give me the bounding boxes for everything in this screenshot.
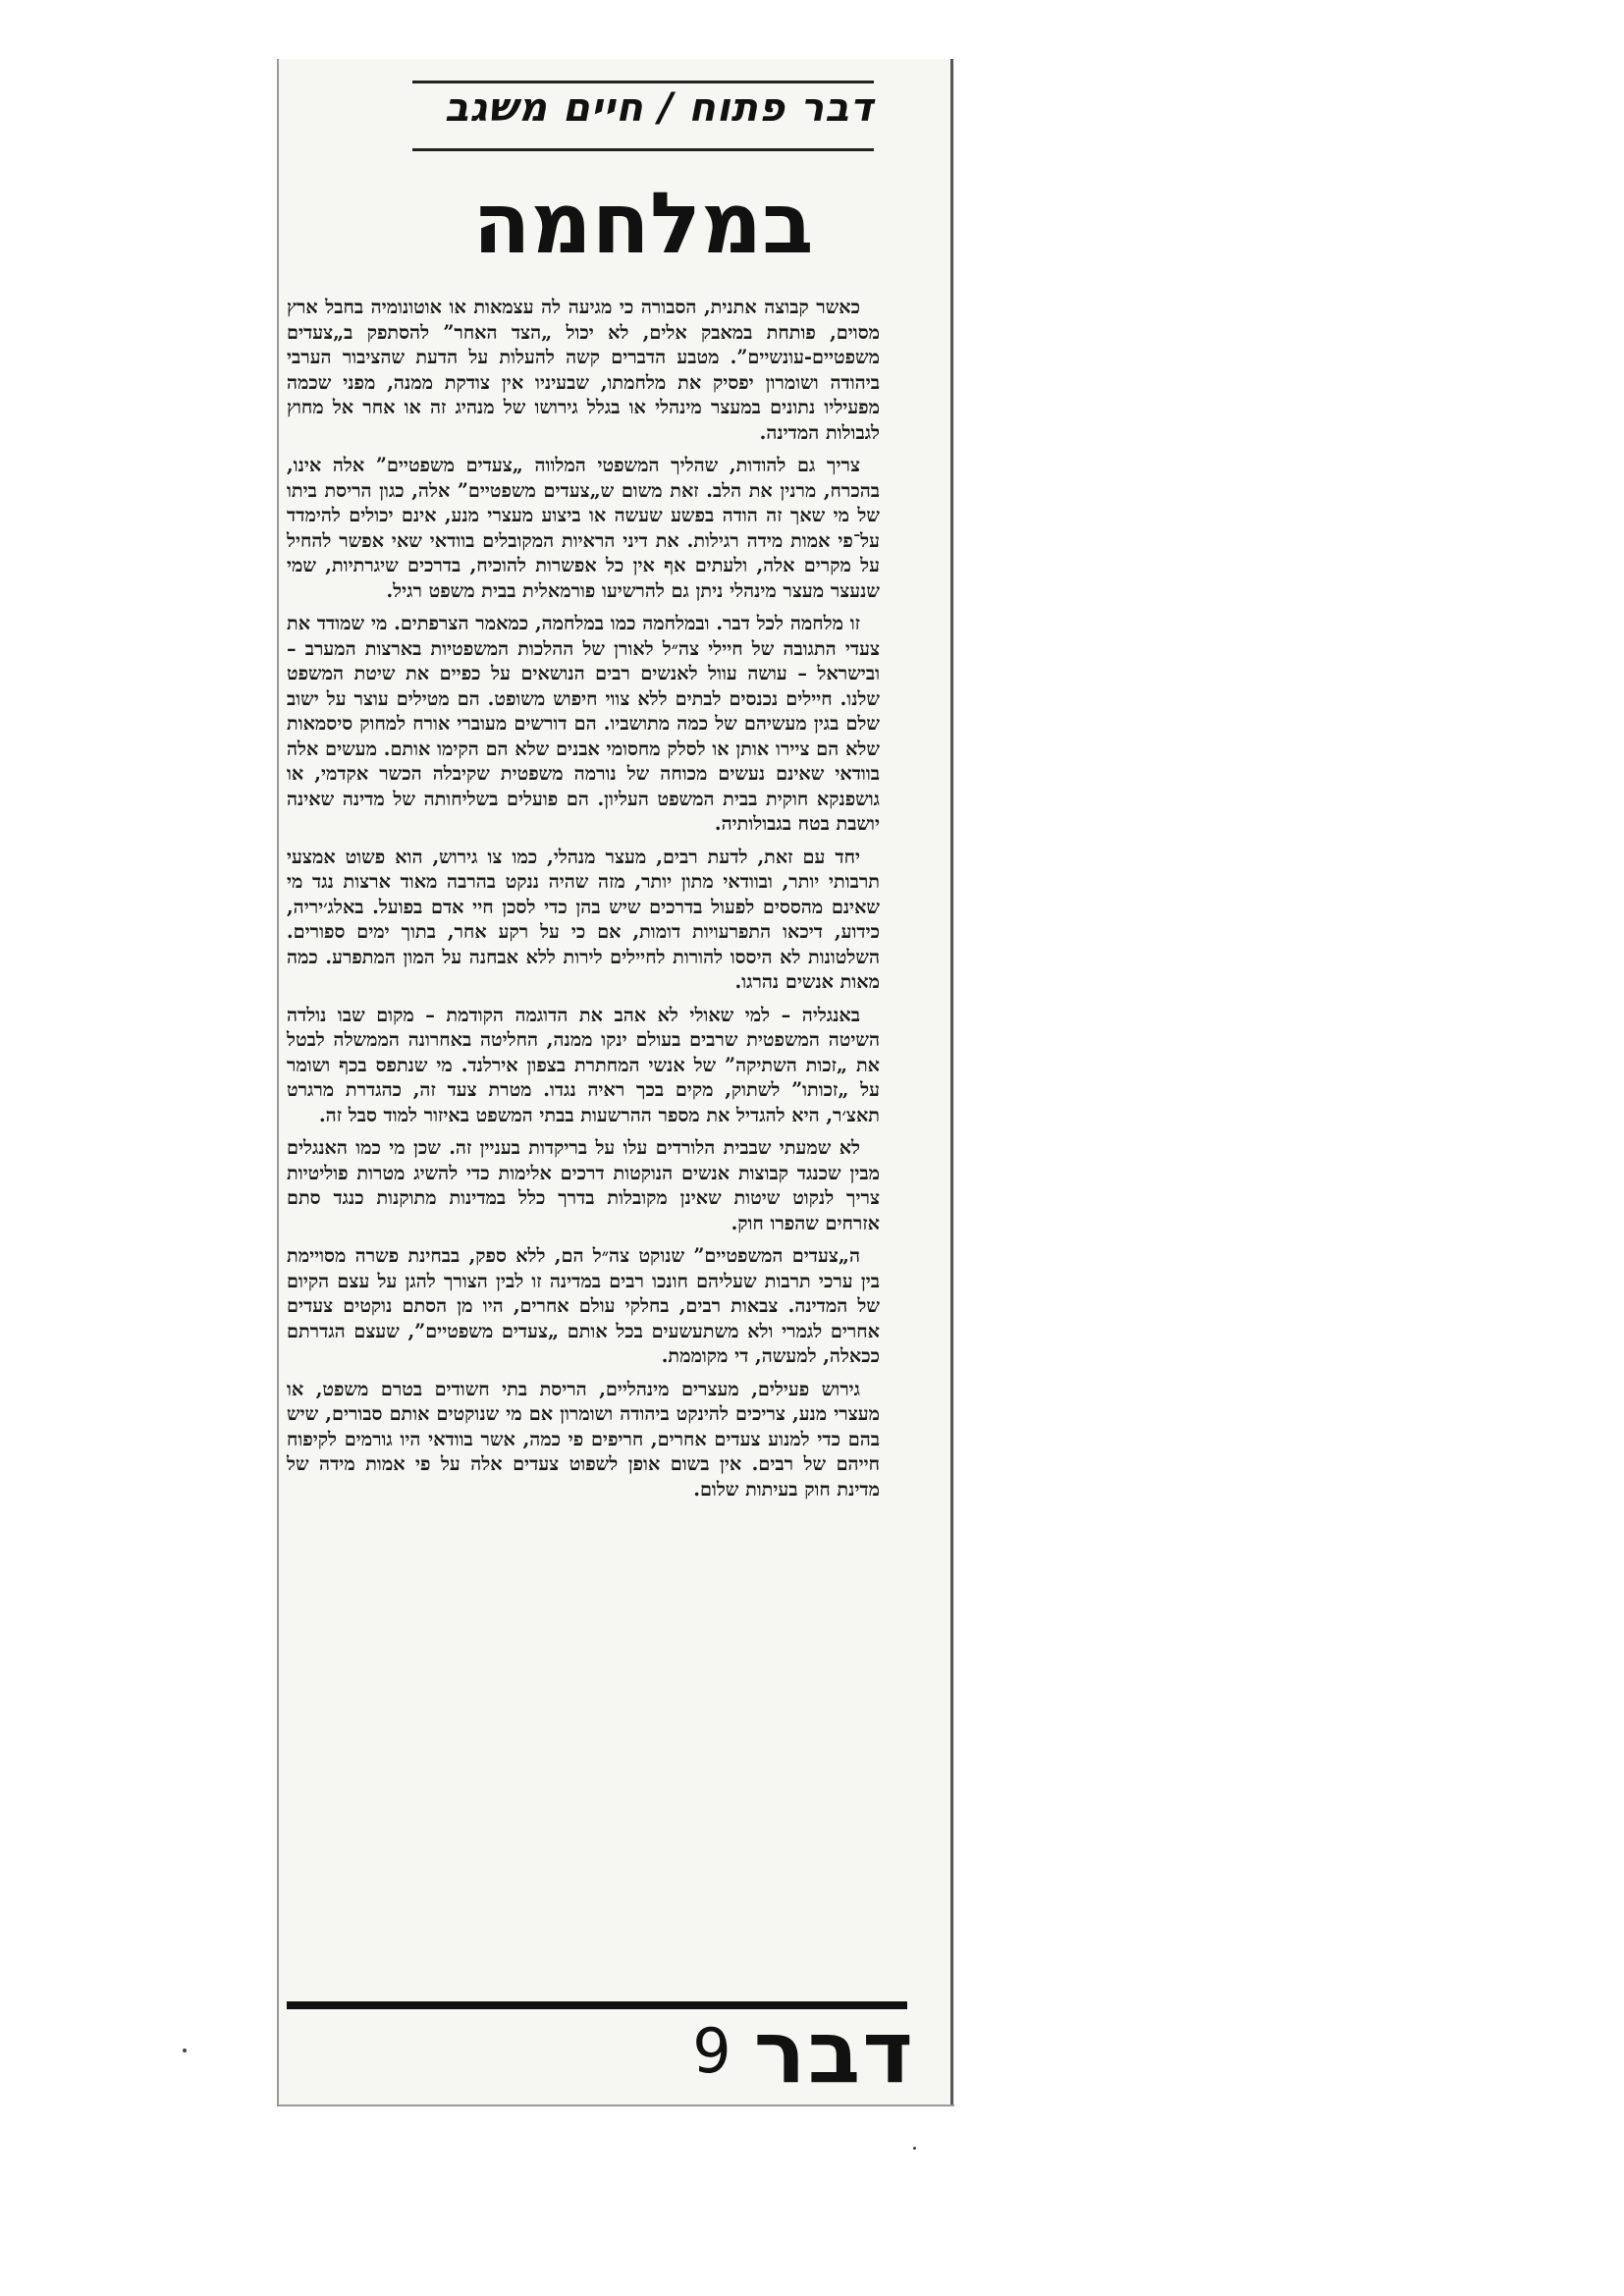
paragraph-6: לא שמעתי שבבית הלורדים עלו על בריקדות בעניין זה. שכן מי כמו האנגלים מבין שכנגד קבוצות אנשים הנוקטות דרכים אלימות כדי להשיג מטרות פוליטיות צריך לנקוט שיטות שאינן מקובלות בדרך כלל במדינות מתוקנות כנגד סתם אזרחים שהפרו חוק. — [287, 1136, 880, 1234]
column-header — [412, 81, 874, 151]
paragraph-8: גירוש פעילים, מעצרים מינהליים, הריסת בתי חשודים בטרם משפט, או מעצרי מנע, צריכים להינקט ביהודה ושומרון אם מי שנוקטים אותם סבורים, שיש בהם כדי למנוע צעדים אחרים, חריפים פי כמה, אשר בוודאי היו גורמים לקיפוח חייהם של רבים. אין בשום אופן לשפוט צעדים אלה על פי אמות מידה של מדינת חוק בעיתות שלום. — [287, 1377, 880, 1501]
byline: דבר פתוח / חיים משגב — [444, 85, 874, 131]
clipping-left-edge — [277, 59, 279, 2106]
paragraph-5: באנגליה – למי שאולי לא אהב את הדוגמה הקודמת – מקום שבו נולדה השיטה המשפטית שרבים בעולם ינקו ממנה, החליטה באחרונה הממשלה לבטל את „זכות השתיקה” של אנשי המחתרת בצפון אירלנד. מי שנתפס בכף ושומר על „זכותו” לשתוק, מקים בכך ראיה נגדו. מטרת צעד זה, כהגדרת מרגרט תאצ׳ר, היא להגדיל את מספר ההרשעות בבתי המשפט באיזור למוד סבל זה. — [287, 1003, 880, 1126]
clipping-right-edge — [950, 59, 953, 2106]
clipping-bottom-edge — [277, 2105, 954, 2106]
paragraph-3: זו מלחמה לכל דבר. ובמלחמה כמו במלחמה, כמאמר הצרפתים. מי שמודד את צעדי התגובה של חיילי צה״ל לאורן של ההלכות המשפטיות בארצות המערב – ובישראל – עושה עוול לאנשים רבים הנושאים על כפיים את שיטת המשפט שלנו. חיילים נכנסים לבתים ללא צווי חיפוש משופט. הם מטילים עוצר על ישוב שלם בגין מעשיהם של כמה מתושביו. הם דורשים מעוברי אורח למחוק סיסמאות שלא הם ציירו אותן או לסלק מחסומי אבנים שלא הם הקימו אותם. מעשים אלה בוודאי שאינם נעשים מכוחה של נורמה משפטית שקיבלה הכשר אקדמי, או גושפנקא חוקית בבית המשפט העליון. הם פועלים בשליחותה של מדינה שאינה יושבת בטח בגבולותיה. — [287, 612, 880, 835]
paragraph-1: כאשר קבוצה אתנית, הסבורה כי מגיעה לה עצמאות או אוטונומיה בחבל ארץ מסוים, פותחת במאבק אלים, לא יכול „הצד האחר” להסתפק ב„צעדים משפטיים-עונשיים”. מטבע הדברים קשה להעלות על הדעת שהציבור הערבי ביהודה ושומרון יפסיק את מלחמתו, שבעיניו אין צודקת ממנה, מפני שכמה מפעיליו נתונים במעצר מינהלי או בגלל גירושו של מנהיג זה או אחר אל מחוץ לגבולות המדינה. — [287, 296, 880, 444]
paragraph-2: צריך גם להודות, שהליך המשפטי המלווה „צעדים משפטיים” אלה אינו, בהכרח, מרנין את הלב. זאת משום ש„צעדים משפטיים” אלה, כגון הריסת ביתו של מי שאך זה הודה בפשע שעשה או ביצוע מעצרי מנע, אינם יכולים להימדד על־פי אמות מידה רגילות. את דיני הראיות המקובלים בוודאי שאי אפשר להחיל על מקרים אלה, ולעתים אף אין כל אפשרות להוכיח, בדרכים שיגרתיות, שמי שנעצר מעצר מינהלי ניתן גם להרשיעו פורמאלית בבית משפט רגיל. — [287, 454, 880, 602]
paragraph-4: יחד עם זאת, לדעת רבים, מעצר מנהלי, כמו צו גירוש, הוא פשוט אמצעי תרבותי יותר, ובוודאי מתון יותר, מזה שהיה ננקט בהרבה מאוד ארצות נגד מי שאינם מהססים לפעול בדרכים שיש בהן כדי לסכן חיי אדם בפועל. באלג׳יריה, כידוע, דיכאו התפרעויות דומות, אם כי על רקע אחר, בתוך ימים ספורים. השלטונות לא היססו להורות לחיילים לירות ללא אבחנה על המון המתפרע. כמה מאות אנשים נהרגו. — [287, 845, 880, 993]
scan-speck — [183, 2049, 187, 2052]
page-number: 9 — [692, 2015, 731, 2087]
article-body — [287, 295, 880, 1954]
paragraph-7: ה„צעדים המשפטיים” שנוקט צה״ל הם, ללא ספק, בבחינת פשרה מסויימת בין ערכי תרבות שעליהם חונכו רבים במדינה זו לבין הצורך להגן על עצם הקיום של המדינה. צבאות רבים, בחלקי עולם אחרים, היו מן הסתם נוקטים צעדים אחרים לגמרי ולא משתעשעים בכל אותם „צעדים משפטיים”, שעצם הגדרתם ככאלה, למעשה, די מקוממת. — [287, 1244, 880, 1367]
scan-speck — [913, 2147, 916, 2150]
newspaper-logo: דבר — [753, 2001, 915, 2103]
article-headline: במלחמה — [472, 175, 814, 273]
